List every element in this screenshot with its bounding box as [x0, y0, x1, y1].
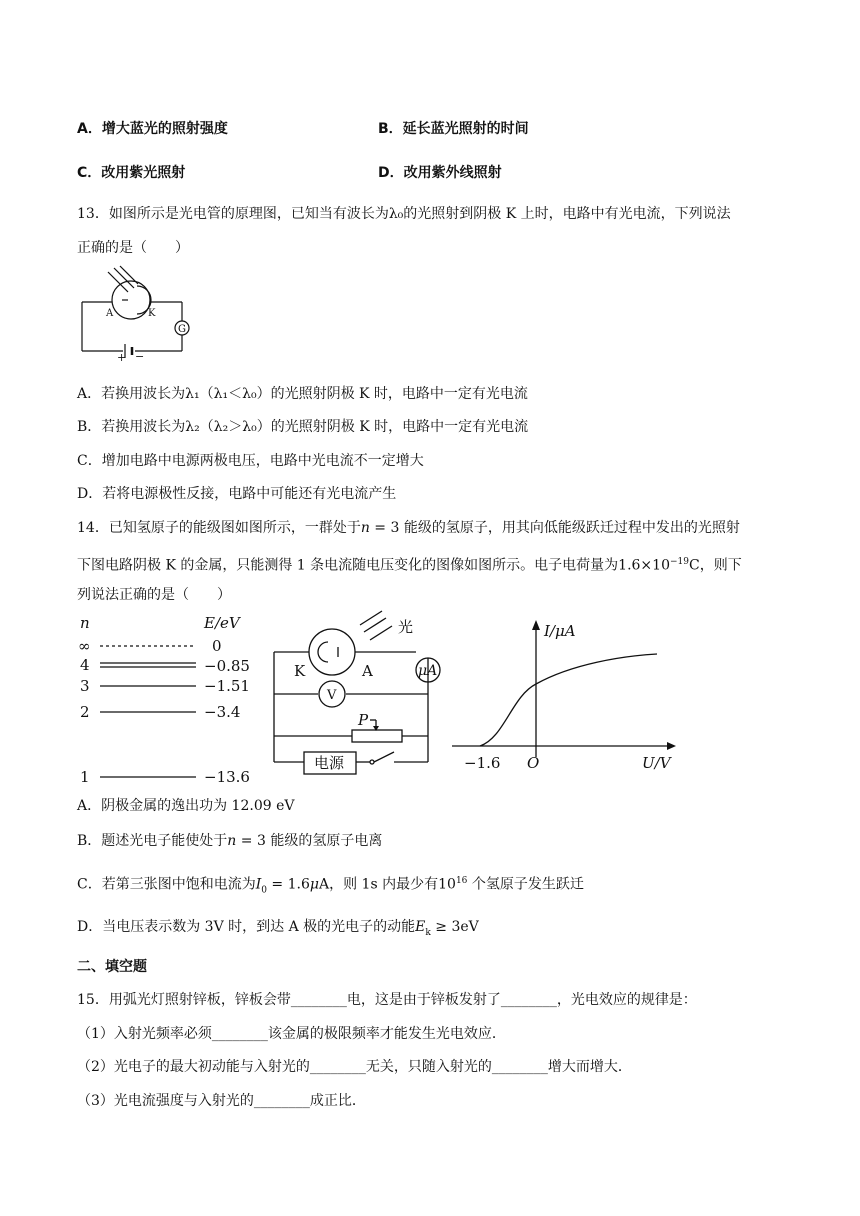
q12-option-a: A．增大蓝光的照射强度	[77, 121, 228, 137]
circuit-ammeter-label: μA	[418, 663, 438, 679]
energy-level-n-4: 4	[80, 656, 90, 674]
phototube-circuit-figure	[82, 268, 194, 364]
energy-level-e-2: −3.4	[204, 703, 241, 721]
circuit-anode-label: A	[362, 662, 373, 680]
energy-level-e-3: −1.51	[204, 677, 250, 695]
q13-stem-line2: 正确的是（ ）	[77, 240, 189, 256]
q15-stem: 15．用弧光灯照射锌板，锌板会带________电，这是由于锌板发射了________，光电效应的规律是：	[77, 992, 697, 1008]
q15-rule-2: （2）光电子的最大初动能与入射光的________无关，只随入射光的________增大而增大．	[77, 1059, 632, 1075]
circuit-light-label: 光	[398, 618, 414, 636]
q15-rule-1: （1）入射光频率必须________该金属的极限频率才能发生光电效应．	[77, 1026, 506, 1042]
q13-option-b: B．若换用波长为λ₂（λ₂＞λ₀）的光照射阴极 K 时，电路中一定有光电流	[77, 419, 529, 435]
energy-e-header: E/eV	[204, 614, 240, 632]
q15-rule-3: （3）光电流强度与入射光的________成正比．	[77, 1093, 366, 1109]
battery-plus: +	[117, 351, 127, 364]
q13-option-d: D．若将电源极性反接，电路中可能还有光电流产生	[77, 486, 397, 502]
energy-level-e-4: −0.85	[204, 657, 250, 675]
section-title-fill-in: 二、填空题	[77, 959, 147, 975]
phototube-label-a: A	[106, 308, 114, 319]
energy-level-e-1: −13.6	[204, 768, 250, 786]
battery-minus: −	[135, 350, 145, 363]
current-voltage-graph	[452, 612, 692, 772]
phototube-label-k: K	[148, 308, 156, 319]
energy-level-n-3: 3	[80, 677, 90, 695]
energy-level-n-1: 1	[80, 768, 90, 786]
energy-level-n-inf: ∞	[78, 637, 91, 655]
q14-option-a: A．阴极金属的逸出功为 12.09 eV	[77, 798, 295, 814]
q13-option-c: C．增加电路中电源两极电压，电路中光电流不一定增大	[77, 453, 424, 469]
q14-stem-line2: 下图电路阴极 K 的金属，只能测得 1 条电流随电压变化的图像如图所示。电子电荷量为$1.6\times 10^{-19}C$，则下	[77, 557, 742, 574]
q13-option-a: A．若换用波长为λ₁（λ₁＜λ₀）的光照射阴极 K 时，电路中一定有光电流	[77, 386, 528, 402]
q12-option-c: C．改用紫光照射	[77, 165, 186, 181]
q14-stem-line3: 列说法正确的是（ ）	[77, 587, 231, 603]
circuit-cathode-label: K	[294, 662, 306, 680]
energy-level-n-2: 2	[80, 703, 90, 721]
q12-option-b: B．延长蓝光照射的时间	[378, 121, 529, 137]
energy-level-diagram	[78, 612, 258, 787]
circuit-source-label: 电源	[314, 754, 345, 772]
q14-option-b: B．题述光电子能使处于n = 3 能级的氢原子电离	[77, 833, 383, 849]
q12-option-d: D．改用紫外线照射	[378, 165, 502, 181]
graph-ylabel: I/μA	[544, 622, 576, 640]
energy-level-e-inf: 0	[212, 637, 222, 655]
photoelectric-circuit-diagram	[266, 612, 456, 787]
q14-option-d: D．当电压表示数为 3V 时，到达 A 极的光电子的动能$E_k \ge 3eV$	[77, 919, 479, 938]
q14-stem-line1: 14．已知氢原子的能级图如图所示，一群处于n = 3 能级的氢原子，用其向低能级跃迁过程中发出的光照射	[77, 520, 740, 536]
energy-n-header: n	[80, 614, 90, 632]
graph-stop-voltage: −1.6	[464, 754, 501, 772]
graph-xlabel: U/V	[642, 754, 671, 772]
circuit-voltmeter-label: V	[327, 688, 337, 703]
circuit-slider-label: P	[358, 711, 369, 729]
graph-origin: O	[527, 754, 540, 772]
q14-option-c: C．若第三张图中饱和电流为$I_0 = 1.6\mu A$，则 1s 内最少有$10^{16}$ 个氢原子发生跃迁	[77, 876, 584, 896]
galvanometer-label: G	[178, 324, 186, 335]
q13-stem-line1: 13．如图所示是光电管的原理图，已知当有波长为λ₀的光照射到阴极 K 上时，电路中有光电流，下列说法	[77, 206, 731, 222]
